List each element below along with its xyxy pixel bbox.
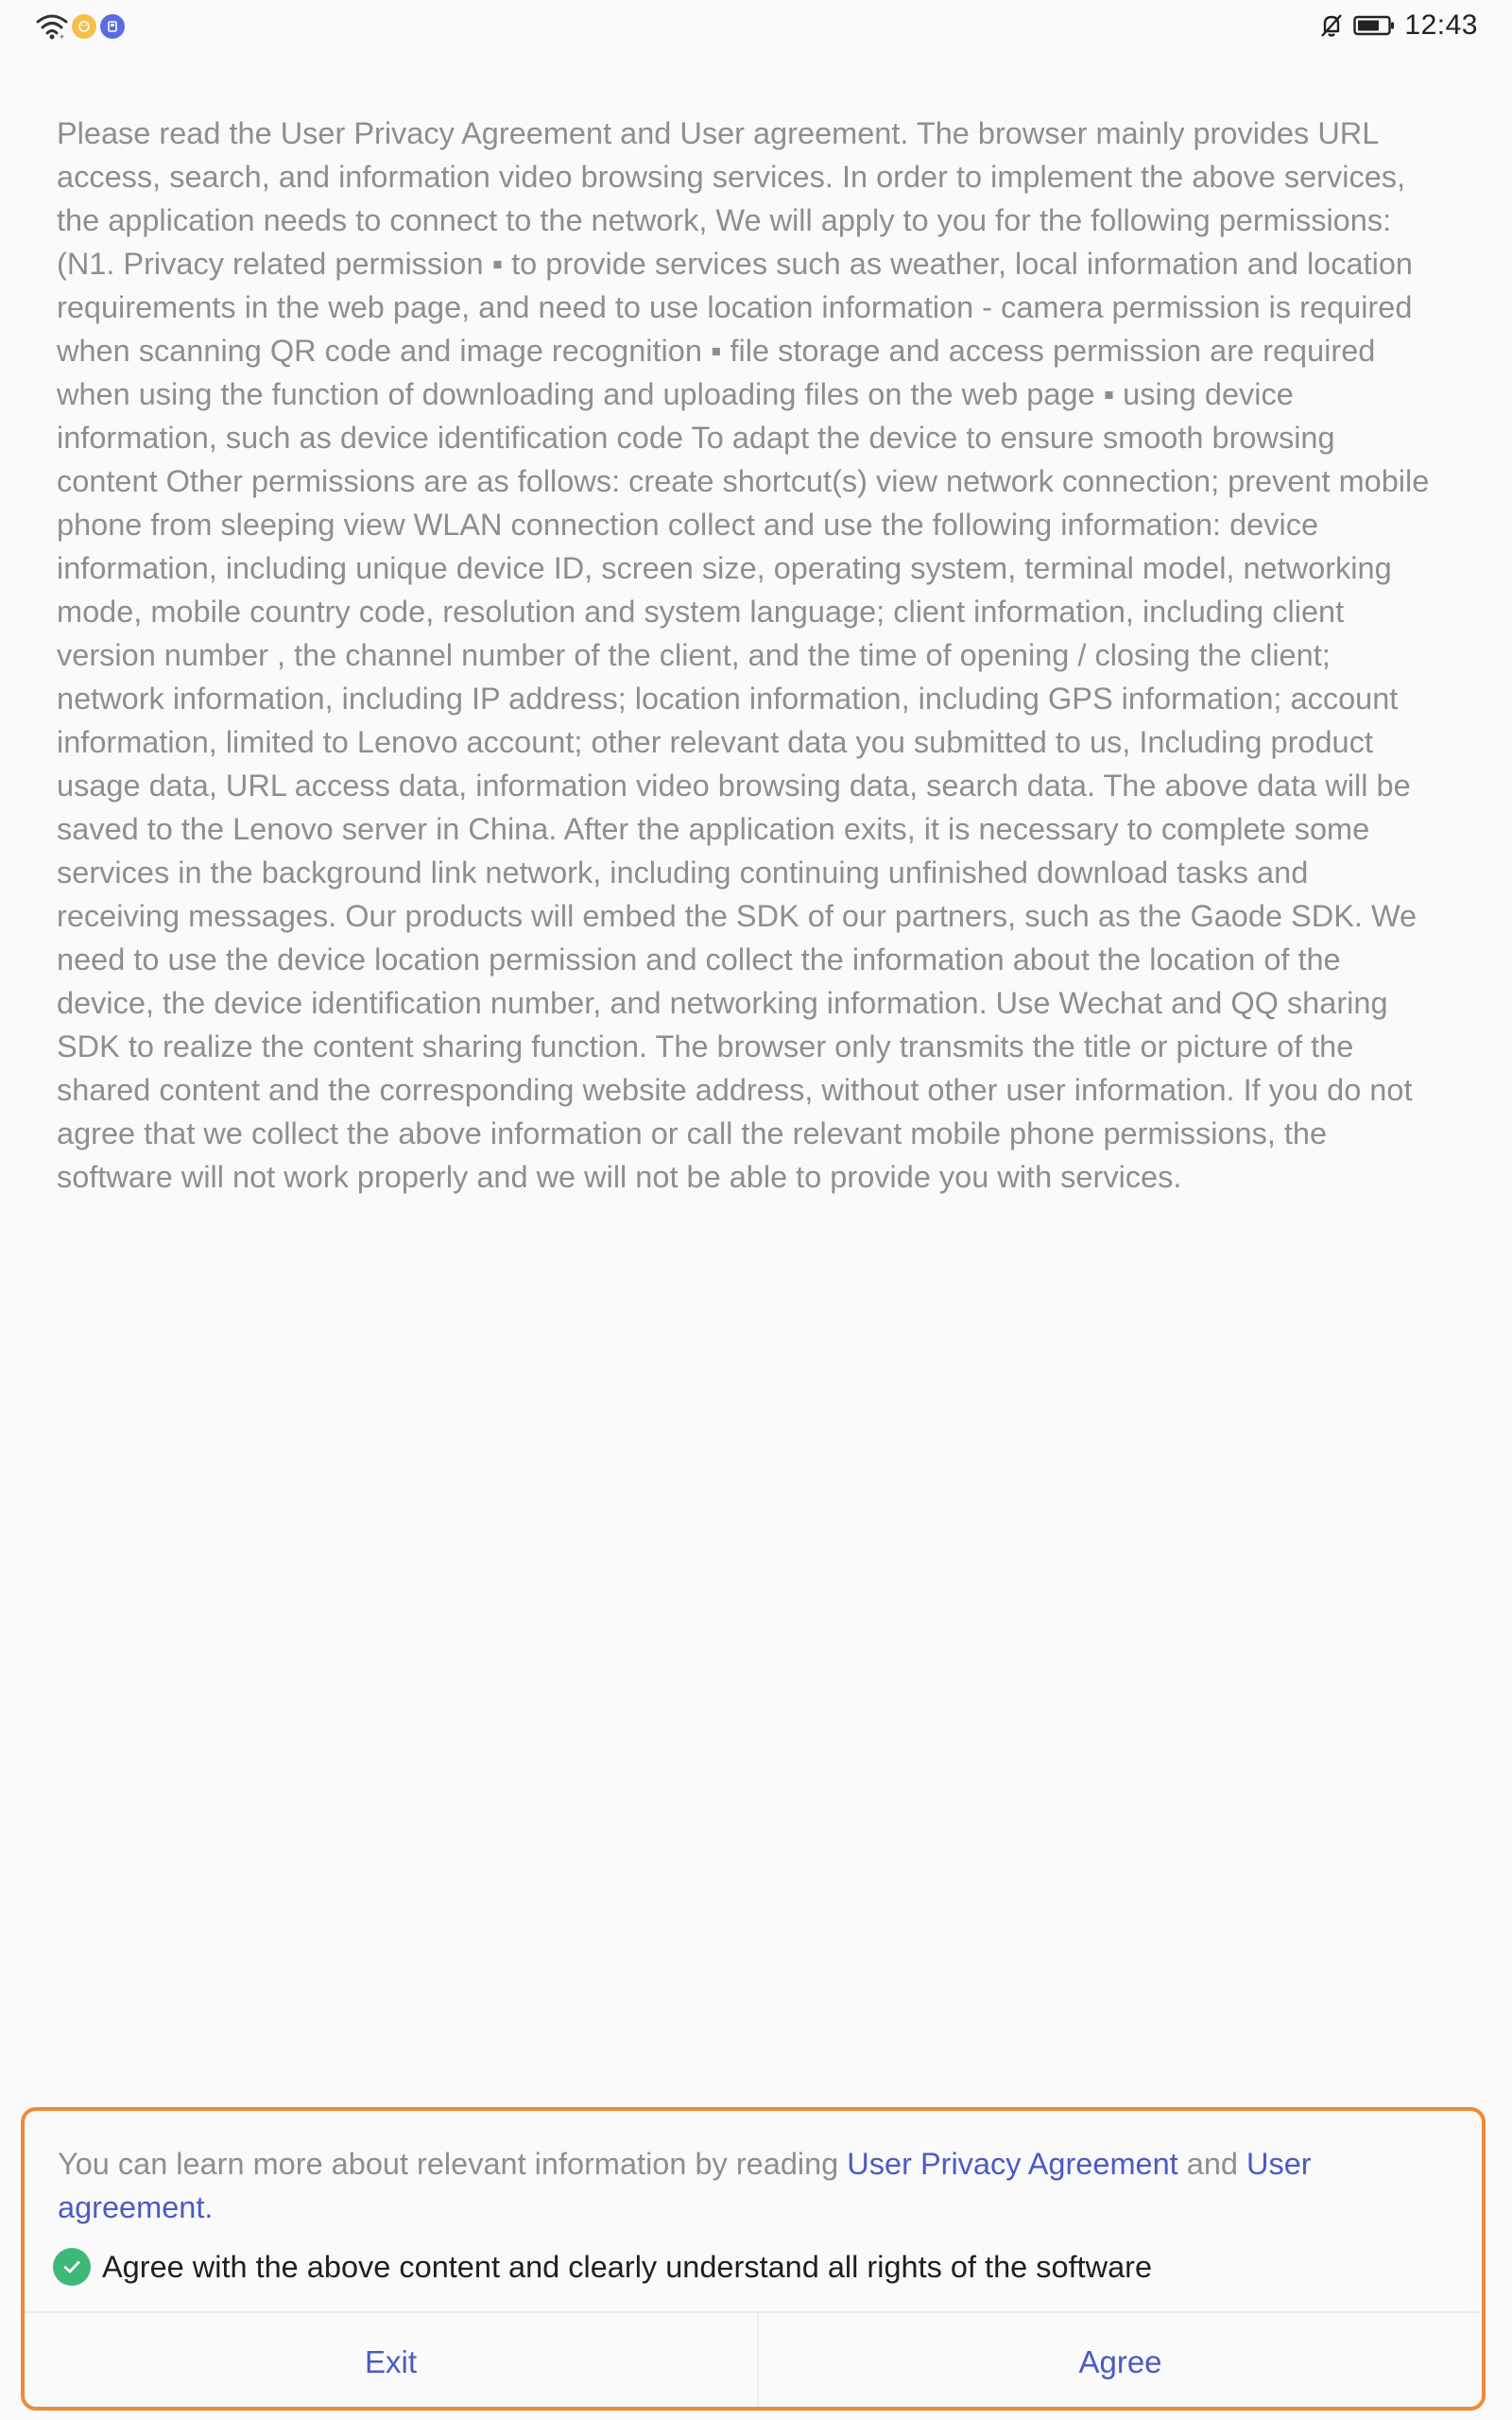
agree-checkbox-row[interactable] <box>53 2248 1152 2286</box>
bell-muted-icon <box>1319 12 1344 39</box>
learn-more-prefix: You can learn more about relevant information by reading <box>58 2147 848 2181</box>
user-privacy-agreement-link[interactable]: User Privacy Agreement <box>847 2147 1178 2181</box>
app-notification-icon <box>72 14 96 39</box>
agree-checkbox-label[interactable]: Agree with the above content and clearly understand all rights of the software <box>102 2249 1153 2284</box>
checkmark-icon[interactable] <box>53 2248 91 2286</box>
agreement-body-text: Please read the User Privacy Agreement and User agreement. The browser mainly provides URL access, search, and information video browsing services. In order to implement the above services, the application needs to connect to the network, We will apply to you for the following permissions: (N1. Privacy related permission ▪ to provide services such as weather, local information and location requirements in the web page, and need to use location information - camera permission is required when scanning QR code and image recognition ▪ file storage and access permission are required when using the function of downloading and uploading files on the web page ▪ using device information, such as device identification code To adapt the device to ensure smooth browsing content Other permissions are as follows: create shortcut(s) view network connection; prevent mobile phone from sleeping view WLAN connection collect and use the following information: device information, including unique device ID, screen size, operating system, terminal model, networking mode, mobile country code, resolution and system language; client information, including client version number , the channel number of the client, and the time of opening / closing the client; network information, including IP address; location information, including GPS information; account information, limited to Lenovo account; other relevant data you submitted to us, Including product usage data, URL access data, information video browsing data, search data. The above data will be saved to the Lenovo server in China. After the application exits, it is necessary to complete some services in the background link network, including continuing unfinished download tasks and receiving messages. Our products will embed the SDK of our partners, such as the Gaode SDK. We need to use the device location permission and collect the information about the location of the device, the device identification number, and networking information. Use Wechat and QQ sharing SDK to realize the content sharing function. The browser only transmits the title or picture of the shared content and the corresponding website address, without other user information. If you do not agree that we collect the above information or call the relevant mobile phone permissions, the software will not work properly and we will not be able to provide you with services. <box>57 116 1430 1194</box>
learn-more-text <box>58 2142 1456 2229</box>
status-bar <box>0 0 1512 57</box>
agree-button[interactable]: Agree <box>1078 2343 1162 2379</box>
wifi-icon <box>36 13 68 40</box>
status-time: 12:43 <box>1404 9 1478 41</box>
status-bar-right <box>1319 9 1478 42</box>
user-agreement-link[interactable]: User agreement <box>58 2147 1312 2224</box>
learn-more-and: and <box>1177 2147 1247 2181</box>
learn-more-period: . <box>204 2190 214 2224</box>
exit-button[interactable]: Exit <box>364 2343 417 2379</box>
app-notification-icon <box>100 14 125 39</box>
battery-icon <box>1353 14 1395 37</box>
status-bar-left <box>36 13 125 40</box>
svg-text:+: + <box>60 32 65 40</box>
consent-panel <box>21 2107 1486 2411</box>
